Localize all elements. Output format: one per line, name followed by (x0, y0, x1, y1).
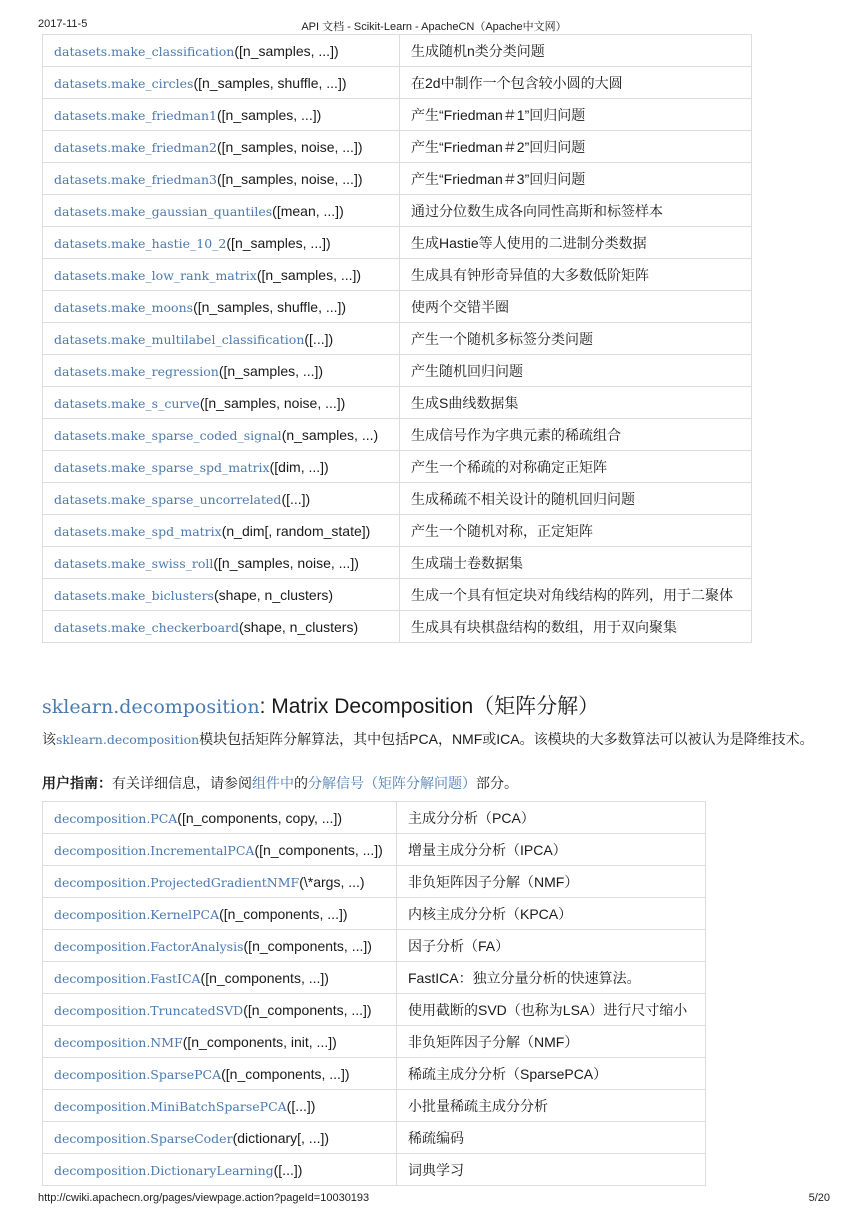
api-signature-cell (43, 291, 400, 323)
table-row (43, 898, 706, 930)
api-args: (n_samples, ...) (281, 426, 379, 443)
api-args: ([n_components, copy, ...]) (177, 809, 343, 826)
api-link[interactable]: datasets.make_gaussian_quantiles (54, 203, 273, 219)
datasets-table (42, 34, 752, 643)
guide-text: 的 (294, 775, 308, 791)
module-description (42, 731, 832, 748)
api-description-cell: 生成Hastie等人使用的二进制分类数据 (400, 227, 752, 259)
api-link[interactable]: datasets.make_sparse_spd_matrix (54, 459, 270, 475)
table-row (43, 227, 752, 259)
api-link[interactable]: datasets.make_regression (54, 363, 219, 379)
table-row (43, 259, 752, 291)
api-signature-cell (43, 387, 400, 419)
api-link[interactable]: datasets.make_checkerboard (54, 619, 240, 635)
api-description-cell: 生成信号作为字典元素的稀疏组合 (400, 419, 752, 451)
table-row (43, 515, 752, 547)
table-row (43, 131, 752, 163)
table-row (43, 1090, 706, 1122)
guide-label: 用户指南： (42, 775, 112, 791)
api-description-cell: FastICA：独立分量分析的快速算法。 (397, 962, 706, 994)
api-description-cell: 非负矩阵因子分解（NMF） (397, 866, 706, 898)
api-args: ([n_samples, shuffle, ...]) (193, 74, 347, 91)
table-row (43, 67, 752, 99)
api-description-cell: 增量主成分分析（IPCA） (397, 834, 706, 866)
api-description-cell: 生成具有钟形奇异值的大多数低阶矩阵 (400, 259, 752, 291)
api-link[interactable]: decomposition.NMF (54, 1034, 183, 1050)
api-signature-cell (43, 131, 400, 163)
decomposition-table (42, 801, 706, 1186)
api-args: (shape, n_clusters) (213, 586, 334, 603)
api-args: ([n_components, ...]) (219, 905, 348, 922)
api-signature-cell (43, 962, 397, 994)
api-signature-cell (43, 195, 400, 227)
table-row (43, 994, 706, 1026)
table-row (43, 1058, 706, 1090)
api-args: ([n_samples, shuffle, ...]) (193, 298, 347, 315)
api-description-cell: 通过分位数生成各向同性高斯和标签样本 (400, 195, 752, 227)
api-signature-cell (43, 579, 400, 611)
api-link[interactable]: decomposition.SparsePCA (54, 1066, 222, 1082)
api-description-cell: 生成S曲线数据集 (400, 387, 752, 419)
api-link[interactable]: datasets.make_s_curve (54, 395, 200, 411)
api-description-cell: 生成具有块棋盘结构的数组，用于双向聚集 (400, 611, 752, 643)
api-link[interactable]: decomposition.ProjectedGradientNMF (54, 874, 300, 890)
api-link[interactable]: datasets.make_sparse_uncorrelated (54, 491, 282, 507)
api-link[interactable]: datasets.make_low_rank_matrix (54, 267, 257, 283)
api-link[interactable]: datasets.make_classification (54, 43, 235, 59)
api-signature-cell (43, 930, 397, 962)
api-link[interactable]: datasets.make_sparse_coded_signal (54, 427, 282, 443)
guide-link-components[interactable]: 组件中 (252, 775, 294, 791)
section-heading (42, 690, 599, 720)
api-description-cell: 产生一个稀疏的对称确定正矩阵 (400, 451, 752, 483)
table-row (43, 962, 706, 994)
api-link[interactable]: datasets.make_hastie_10_2 (54, 235, 227, 251)
api-description-cell: 产生随机回归问题 (400, 355, 752, 387)
api-signature-cell (43, 1026, 397, 1058)
api-link[interactable]: decomposition.FactorAnalysis (54, 938, 244, 954)
api-args: ([...]) (281, 490, 311, 507)
module-link[interactable]: sklearn.decomposition (42, 696, 260, 718)
api-signature-cell (43, 35, 400, 67)
api-description-cell: 稀疏编码 (397, 1122, 706, 1154)
api-link[interactable]: datasets.make_spd_matrix (54, 523, 222, 539)
api-signature-cell (43, 419, 400, 451)
api-args: ([dim, ...]) (269, 458, 329, 475)
para-prefix: 该 (42, 731, 56, 747)
table-row (43, 291, 752, 323)
api-signature-cell (43, 994, 397, 1026)
api-signature-cell (43, 1122, 397, 1154)
api-signature-cell (43, 163, 400, 195)
api-args: ([...]) (286, 1097, 316, 1114)
api-signature-cell (43, 451, 400, 483)
api-args: ([n_samples, noise, ...]) (199, 394, 346, 411)
table-row (43, 163, 752, 195)
api-args: ([n_components, ...]) (243, 937, 372, 954)
api-args: ([n_samples, noise, ...]) (213, 554, 359, 571)
api-link[interactable]: decomposition.DictionaryLearning (54, 1162, 274, 1178)
api-args: ([n_components, ...]) (200, 969, 329, 986)
api-description-cell: 在2d中制作一个包含较小圆的大圆 (400, 67, 752, 99)
para-text: 模块包括矩阵分解算法，其中包括PCA，NMF或ICA。该模块的大多数算法可以被认为是降维技术。 (199, 731, 814, 747)
api-link[interactable]: datasets.make_multilabel_classification (54, 331, 305, 347)
print-date: 2017-11-5 (38, 18, 88, 30)
api-description-cell: 稀疏主成分分析（SparsePCA） (397, 1058, 706, 1090)
api-signature-cell (43, 834, 397, 866)
table-row (43, 611, 752, 643)
api-args: (\*args, ...) (299, 873, 365, 890)
api-description-cell: 使用截断的SVD（也称为LSA）进行尺寸缩小 (397, 994, 706, 1026)
api-args: ([mean, ...]) (272, 202, 344, 219)
api-link[interactable]: datasets.make_swiss_roll (54, 555, 214, 571)
api-args: (shape, n_clusters) (239, 618, 359, 635)
table-row (43, 1154, 706, 1186)
page-title: API 文档 - Scikit-Learn - ApacheCN（Apache中文网） (301, 21, 567, 33)
api-args: ([n_samples, ...]) (256, 266, 362, 283)
table-row (43, 419, 752, 451)
api-description-cell: 主成分分析（PCA） (397, 802, 706, 834)
table-row (43, 195, 752, 227)
page-number: 5/20 (808, 1192, 830, 1204)
api-link[interactable]: decomposition.SparseCoder (54, 1130, 233, 1146)
api-args: ([n_samples, ...]) (234, 42, 339, 59)
table-row (43, 579, 752, 611)
api-signature-cell (43, 323, 400, 355)
api-args: ([n_samples, noise, ...]) (217, 138, 363, 155)
api-description-cell: 使两个交错半圈 (400, 291, 752, 323)
api-description-cell: 小批量稀疏主成分分析 (397, 1090, 706, 1122)
api-signature-cell (43, 259, 400, 291)
page-header (0, 18, 868, 34)
api-description-cell: 内核主成分分析（KPCA） (397, 898, 706, 930)
api-signature-cell (43, 866, 397, 898)
api-link[interactable]: decomposition.PCA (54, 810, 178, 826)
table-row (43, 834, 706, 866)
user-guide-note (42, 773, 518, 793)
api-link[interactable]: decomposition.IncrementalPCA (54, 842, 255, 858)
page-url: http://cwiki.apachecn.org/pages/viewpage.action?pageId=10030193 (38, 1192, 370, 1204)
api-signature-cell (43, 227, 400, 259)
api-description-cell: 生成稀疏不相关设计的随机回归问题 (400, 483, 752, 515)
api-args: ([n_samples, noise, ...]) (217, 170, 363, 187)
api-args: ([...]) (273, 1161, 303, 1178)
table-row (43, 451, 752, 483)
api-signature-cell (43, 611, 400, 643)
api-args: ([n_components, ...]) (243, 1001, 372, 1018)
api-description-cell: 产生“Friedman＃1”回归问题 (400, 99, 752, 131)
api-args: ([n_components, ...]) (221, 1065, 350, 1082)
table-row (43, 323, 752, 355)
api-link[interactable]: decomposition.TruncatedSVD (54, 1002, 244, 1018)
api-link[interactable]: decomposition.KernelPCA (54, 906, 220, 922)
section-heading-text: : Matrix Decomposition（矩阵分解） (259, 695, 600, 718)
api-signature-cell (43, 99, 400, 131)
api-args: ([n_samples, ...]) (218, 362, 324, 379)
table-row (43, 483, 752, 515)
api-args: (n_dim[, random_state]) (221, 522, 371, 539)
table-row (43, 35, 752, 67)
api-description-cell: 产生一个随机对称，正定矩阵 (400, 515, 752, 547)
table-row (43, 930, 706, 962)
table-row (43, 99, 752, 131)
table-row (43, 866, 706, 898)
api-link[interactable]: datasets.make_moons (54, 299, 194, 315)
api-signature-cell (43, 515, 400, 547)
api-args: ([...]) (304, 330, 334, 347)
api-signature-cell (43, 1058, 397, 1090)
table-row (43, 1026, 706, 1058)
api-signature-cell (43, 1154, 397, 1186)
api-signature-cell (43, 67, 400, 99)
api-args: ([n_samples, ...]) (217, 106, 322, 123)
api-args: ([n_samples, ...]) (226, 234, 331, 251)
api-description-cell: 生成随机n类分类问题 (400, 35, 752, 67)
api-link[interactable]: datasets.make_biclusters (54, 587, 214, 603)
table-row (43, 1122, 706, 1154)
module-code-ref[interactable]: sklearn.decomposition (56, 732, 200, 747)
table-row (43, 355, 752, 387)
api-signature-cell (43, 1090, 397, 1122)
api-signature-cell (43, 547, 400, 579)
api-signature-cell (43, 483, 400, 515)
api-link[interactable]: datasets.make_friedman2 (54, 139, 217, 155)
api-description-cell: 词典学习 (397, 1154, 706, 1186)
api-args: ([n_components, init, ...]) (182, 1033, 337, 1050)
api-link[interactable]: datasets.make_friedman1 (54, 107, 217, 123)
api-description-cell: 产生一个随机多标签分类问题 (400, 323, 752, 355)
api-description-cell: 生成一个具有恒定块对角线结构的阵列，用于二聚体 (400, 579, 752, 611)
api-description-cell: 因子分析（FA） (397, 930, 706, 962)
api-signature-cell (43, 802, 397, 834)
guide-text: 部分。 (476, 775, 518, 791)
api-link[interactable]: datasets.make_friedman3 (54, 171, 217, 187)
api-link[interactable]: decomposition.MiniBatchSparsePCA (54, 1098, 287, 1114)
table-row (43, 547, 752, 579)
api-link[interactable]: decomposition.FastICA (54, 970, 201, 986)
api-description-cell: 产生“Friedman＃3”回归问题 (400, 163, 752, 195)
api-args: ([n_components, ...]) (254, 841, 383, 858)
api-args: (dictionary[, ...]) (232, 1129, 330, 1146)
guide-link-decomposition[interactable]: 分解信号（矩阵分解问题） (308, 775, 476, 791)
api-signature-cell (43, 898, 397, 930)
api-link[interactable]: datasets.make_circles (54, 75, 194, 91)
api-signature-cell (43, 355, 400, 387)
api-description-cell: 非负矩阵因子分解（NMF） (397, 1026, 706, 1058)
api-description-cell: 生成瑞士卷数据集 (400, 547, 752, 579)
table-row (43, 387, 752, 419)
api-description-cell: 产生“Friedman＃2”回归问题 (400, 131, 752, 163)
table-row (43, 802, 706, 834)
guide-text: 有关详细信息，请参阅 (112, 775, 252, 791)
